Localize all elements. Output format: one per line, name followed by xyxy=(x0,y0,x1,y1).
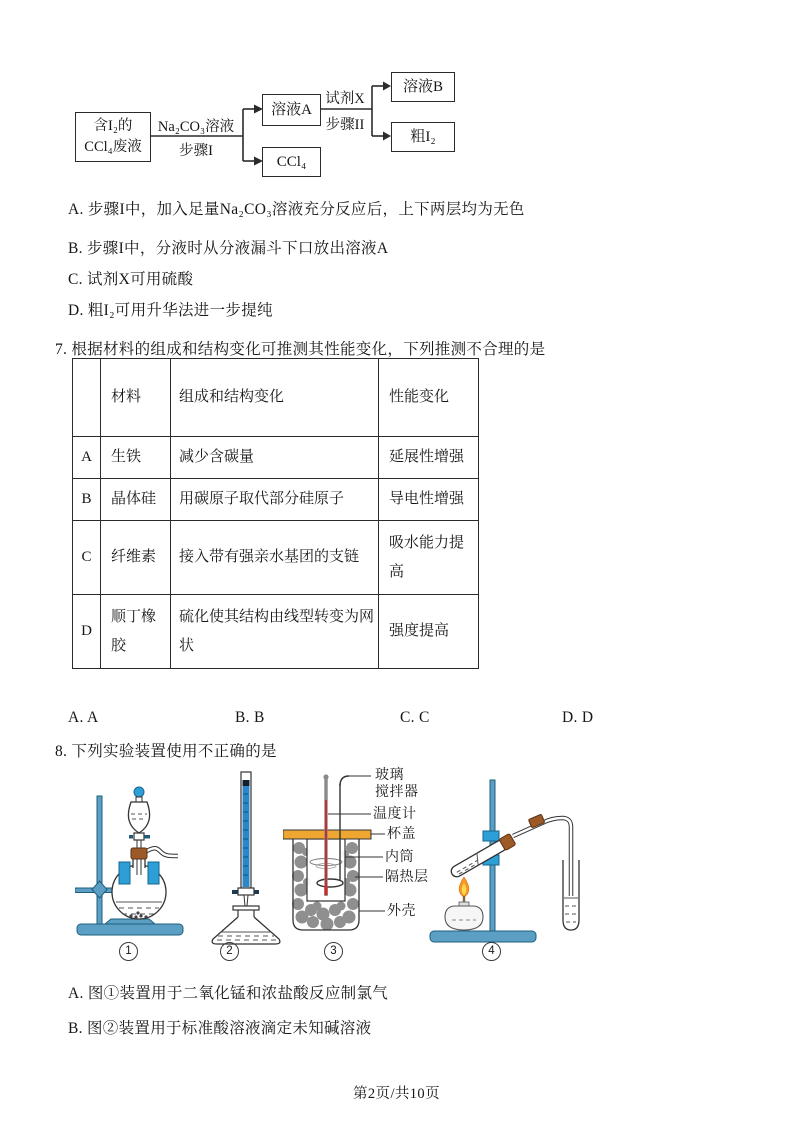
q7-c-property: 吸水能力提高 xyxy=(379,521,479,595)
q7-table-header-row xyxy=(73,359,479,437)
q7-a-change: 减少含碳量 xyxy=(171,437,379,479)
q7-answer-a: A. A xyxy=(68,709,99,726)
q8-option-b: B. 图②装置用于标准酸溶液滴定未知碱溶液 xyxy=(68,1020,372,1037)
q7-a-material: 生铁 xyxy=(101,437,171,479)
q6-option-b: B. 步骤I中，分液时从分液漏斗下口放出溶液A xyxy=(68,240,389,257)
alcohol-lamp xyxy=(445,877,483,930)
label-glass-stirrer: 玻璃 搅拌器 xyxy=(375,768,419,800)
tilted-test-tube xyxy=(449,833,516,879)
q8-option-a: A. 图①装置用于二氧化锰和浓盐酸反应制氯气 xyxy=(68,985,389,1002)
step2-label: 步骤II xyxy=(325,117,365,133)
tube-connector xyxy=(528,814,544,828)
q7-th-material: 材料 xyxy=(101,359,171,437)
q6-option-c: C. 试剂X可用硫酸 xyxy=(68,271,194,288)
rubber-stopper xyxy=(131,848,147,859)
apparatus-1-gas-generator xyxy=(75,776,187,944)
step1-label: 步骤I xyxy=(179,143,213,159)
step2-reagent-label: 试剂X xyxy=(325,91,365,107)
waste-box-line1: 含I₂的 xyxy=(93,118,133,134)
label-shell: 外壳 xyxy=(387,904,416,919)
q7-d-property: 强度提高 xyxy=(379,595,479,669)
step1-reagent-label: Na₂CO₃溶液 xyxy=(157,119,235,135)
flowchart-ccl4-box: CCl₄ xyxy=(262,147,321,177)
q7-th-change: 组成和结构变化 xyxy=(171,359,379,437)
q7-b-change: 用碳原子取代部分硅原子 xyxy=(171,479,379,521)
label-insulation: 隔热层 xyxy=(385,870,429,885)
q7-a-property: 延展性增强 xyxy=(379,437,479,479)
q7-table-row-c xyxy=(73,521,479,595)
figure-3-caption: 3 xyxy=(324,942,343,961)
q7-b-property: 导电性增强 xyxy=(379,479,479,521)
q7-stem: 7. 根据材料的组成和结构变化可推测其性能变化，下列推测不合理的是 xyxy=(55,341,546,358)
flowchart-crude-i2-box: 粗I₂ xyxy=(391,122,455,152)
q7-th-property: 性能变化 xyxy=(379,359,479,437)
conical-flask xyxy=(212,906,280,944)
figure-4-caption: 4 xyxy=(482,942,501,961)
stopcock xyxy=(238,888,254,895)
q7-a-key: A xyxy=(73,437,101,479)
figure-1-caption: 1 xyxy=(119,942,138,961)
page-number-footer: 第2页/共10页 xyxy=(353,1086,440,1102)
q7-answer-d: D. D xyxy=(562,709,594,726)
q7-d-change: 硫化使其结构由线型转变为网状 xyxy=(171,595,379,669)
delivery-tube xyxy=(513,818,571,896)
q7-table-row-b xyxy=(73,479,479,521)
q7-table-row-d xyxy=(73,595,479,669)
label-lid: 杯盖 xyxy=(387,827,416,842)
q7-c-key: C xyxy=(73,521,101,595)
q7-table xyxy=(72,358,479,669)
q7-c-change: 接入带有强亲水基团的支链 xyxy=(171,521,379,595)
label-thermometer: 温度计 xyxy=(373,807,417,822)
figure-2-caption: 2 xyxy=(220,942,239,961)
q7-d-key: D xyxy=(73,595,101,669)
q7-c-material: 纤维素 xyxy=(101,521,171,595)
apparatus-3-calorimeter xyxy=(283,770,433,946)
q7-answer-b: B. B xyxy=(235,709,265,726)
q6-option-a: A. 步骤I中，加入足量Na₂CO₃溶液充分反应后，上下两层均为无色 xyxy=(68,201,525,218)
q7-b-material: 晶体硅 xyxy=(101,479,171,521)
q7-d-material: 顺丁橡胶 xyxy=(101,595,171,669)
flowchart-waste-box xyxy=(75,112,151,162)
q7-answer-c: C. C xyxy=(400,709,430,726)
q6-option-d: D. 粗I₂可用升华法进一步提纯 xyxy=(68,302,273,319)
flowchart-solution-b-box: 溶液B xyxy=(391,72,455,102)
q7-table-row-a xyxy=(73,437,479,479)
burette xyxy=(232,772,259,906)
q7-th-blank xyxy=(73,359,101,437)
q7-b-key: B xyxy=(73,479,101,521)
waste-box-line2: CCl₄废液 xyxy=(84,139,142,155)
flowchart-solution-a-box: 溶液A xyxy=(262,94,321,126)
delivery-side-tube xyxy=(145,848,178,856)
apparatus-4-heating-collection xyxy=(420,774,590,950)
q8-stem: 8. 下列实验装置使用不正确的是 xyxy=(55,743,277,760)
separating-funnel xyxy=(128,787,150,849)
label-inner-cup: 内筒 xyxy=(385,850,414,865)
